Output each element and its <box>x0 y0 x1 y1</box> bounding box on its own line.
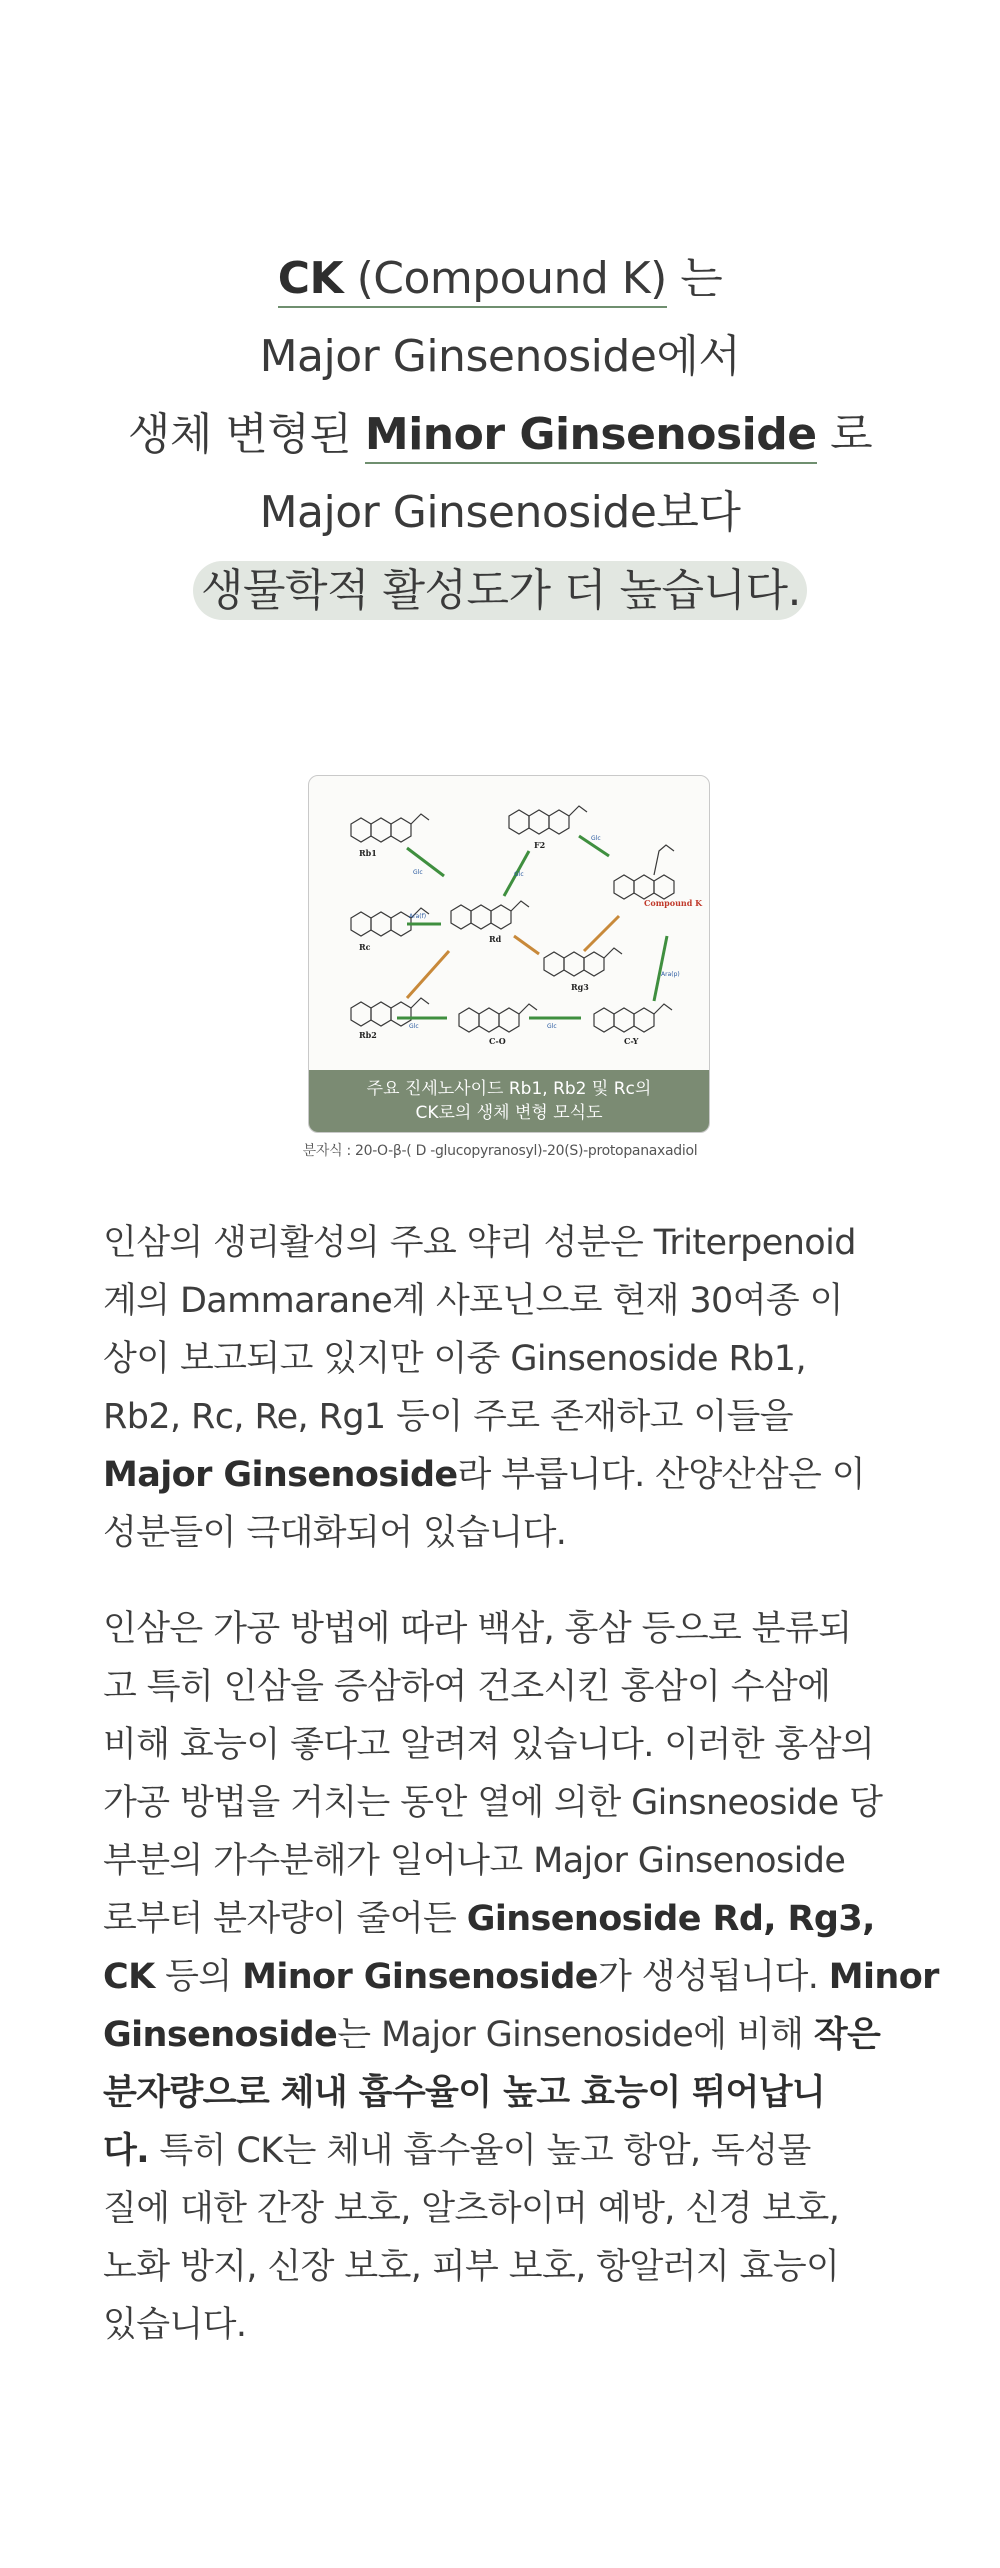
intro-line-3 <box>0 396 1000 474</box>
p2-ck-bold: CK <box>103 1957 155 1997</box>
p2-line-7-mid: 등의 <box>154 1957 243 1997</box>
intro-line-5 <box>0 552 1000 630</box>
caption-line-2: CK로의 생체 변형 모식도 <box>415 1103 603 1123</box>
p2-small-bold: 작은 <box>813 2015 881 2055</box>
molecule-compound-k <box>614 845 674 899</box>
p1-line-3: 상이 보고되고 있지만 이중 Ginsenoside Rb1, <box>103 1339 806 1379</box>
p1-line-5-tail: 라 부릅니다. 산양산삼은 이 <box>457 1455 865 1495</box>
p2-line-12: 노화 방지, 신장 보호, 피부 보호, 항알러지 효능이 <box>103 2247 840 2287</box>
label-enzyme-glc-2: Glc <box>514 871 524 878</box>
p2-line-5: 부분의 가수분해가 일어나고 Major Ginsenoside <box>103 1841 846 1881</box>
p1-major-term: Major Ginsenoside <box>103 1455 458 1495</box>
label-enzyme-glc-4: Glc <box>409 1023 419 1030</box>
intro-line-3-head: 생체 변형된 <box>127 409 365 460</box>
p2-minor-bold-2: Minor <box>828 1957 939 1997</box>
intro-line-3-tail: 로 <box>816 409 873 460</box>
p2-line-13: 있습니다. <box>103 2305 247 2345</box>
molecule-rb2 <box>351 998 429 1026</box>
pathway-diagram <box>309 776 709 1070</box>
p2-line-10-bold: 다. <box>103 2131 149 2171</box>
p2-line-2: 고 특히 인삼을 증삼하여 건조시킨 홍삼이 수삼에 <box>103 1667 831 1707</box>
minor-ginsenoside-term: Minor Ginsenoside <box>365 409 817 464</box>
highlighted-claim: 생물학적 활성도가 더 높습니다. <box>193 561 807 620</box>
label-rd: Rd <box>489 934 502 944</box>
ck-term <box>278 253 667 308</box>
label-f2: F2 <box>534 840 546 850</box>
intro-line-2: Major Ginsenoside에서 <box>259 331 741 382</box>
paragraph-minor-ginsenoside <box>103 1600 939 2354</box>
label-co: C-O <box>489 1036 506 1046</box>
label-rb2: Rb2 <box>359 1030 377 1040</box>
p1-line-5 <box>103 1446 915 1504</box>
molecule-c-o <box>459 1004 537 1032</box>
molecule-c-y <box>594 1004 672 1032</box>
intro-line-1 <box>0 240 1000 318</box>
p2-line-6 <box>103 1890 915 1948</box>
paragraph-major-ginsenoside <box>103 1214 915 1562</box>
label-enzyme-glc-5: Glc <box>547 1023 557 1030</box>
p1-line-6: 성분들이 극대화되어 있습니다. <box>103 1513 567 1553</box>
p1-line-4: Rb2, Rc, Re, Rg1 등이 주로 존재하고 이들을 <box>103 1397 794 1437</box>
molecule-rg3 <box>544 948 622 976</box>
figure-caption <box>309 1070 709 1132</box>
intro-line-1-tail: 는 <box>666 253 723 304</box>
p1-line-1: 인삼의 생리활성의 주요 약리 성분은 Triterpenoid <box>103 1223 856 1263</box>
label-enzyme-ara-p: Ara(p) <box>661 971 680 978</box>
p2-line-4: 가공 방법을 거치는 동안 열에 의한 Ginsneoside 당 <box>103 1783 883 1823</box>
p2-line-7-tail: 가 생성됩니다. <box>597 1957 829 1997</box>
p2-line-9: 분자량으로 체내 흡수율이 높고 효능이 뛰어납니 <box>103 2073 826 2113</box>
p2-ginsenoside-bold: Ginsenoside <box>103 2015 338 2055</box>
molecule-rb1 <box>351 814 429 842</box>
p2-line-10 <box>103 2122 915 2180</box>
p2-line-10-tail: 특히 CK는 체내 흡수율이 높고 항암, 독성물 <box>148 2131 811 2171</box>
biotransformation-figure <box>308 775 710 1133</box>
p2-line-8 <box>103 2006 915 2064</box>
molecule-rd <box>451 901 529 929</box>
p2-line-6-head: 로부터 분자량이 줄어든 <box>103 1899 467 1939</box>
molecule-f2 <box>509 806 587 834</box>
ck-abbrev: CK <box>277 253 344 304</box>
ck-fullname: (Compound K) <box>343 253 667 304</box>
intro-heading <box>0 240 1000 630</box>
molecular-formula: 분자식 : 20-O-β-( D -glucopyranosyl)-20(S)-protopanaxadiol <box>302 1143 698 1159</box>
p2-line-7 <box>103 1948 939 2006</box>
intro-line-4: Major Ginsenoside보다 <box>259 487 741 538</box>
label-enzyme-glc-3: Glc <box>591 835 601 842</box>
p2-line-1: 인삼은 가공 방법에 따라 백삼, 홍삼 등으로 분류되 <box>103 1609 852 1649</box>
label-cy: C-Y <box>624 1036 639 1046</box>
arrow-rb2-rd <box>407 951 449 998</box>
p2-line-8-mid: 는 Major Ginsenoside에 비해 <box>337 2015 814 2055</box>
label-compound-k: Compound K <box>644 898 703 908</box>
label-rc: Rc <box>359 942 371 952</box>
p1-line-2: 계의 Dammarane계 사포닌으로 현재 30여종 이 <box>103 1281 843 1321</box>
p2-line-6-bold: Ginsenoside Rd, Rg3, <box>466 1899 875 1939</box>
arrow-rd-rg3 <box>514 936 539 954</box>
label-enzyme-glc-1: Glc <box>413 869 423 876</box>
p2-line-3: 비해 효능이 좋다고 알려져 있습니다. 이러한 홍삼의 <box>103 1725 875 1765</box>
p2-minor-bold: Minor Ginsenoside <box>242 1957 598 1997</box>
arrow-cy-ck <box>654 936 667 1001</box>
arrow-rg3-ck <box>584 916 619 951</box>
label-enzyme-ara-f: Ara(f) <box>409 913 427 920</box>
caption-line-1: 주요 진세노사이드 Rb1, Rb2 및 Rc의 <box>366 1079 652 1099</box>
label-rb1: Rb1 <box>359 848 377 858</box>
p2-line-11: 질에 대한 간장 보호, 알츠하이머 예방, 신경 보호, <box>103 2189 840 2229</box>
label-rg3: Rg3 <box>571 982 589 992</box>
